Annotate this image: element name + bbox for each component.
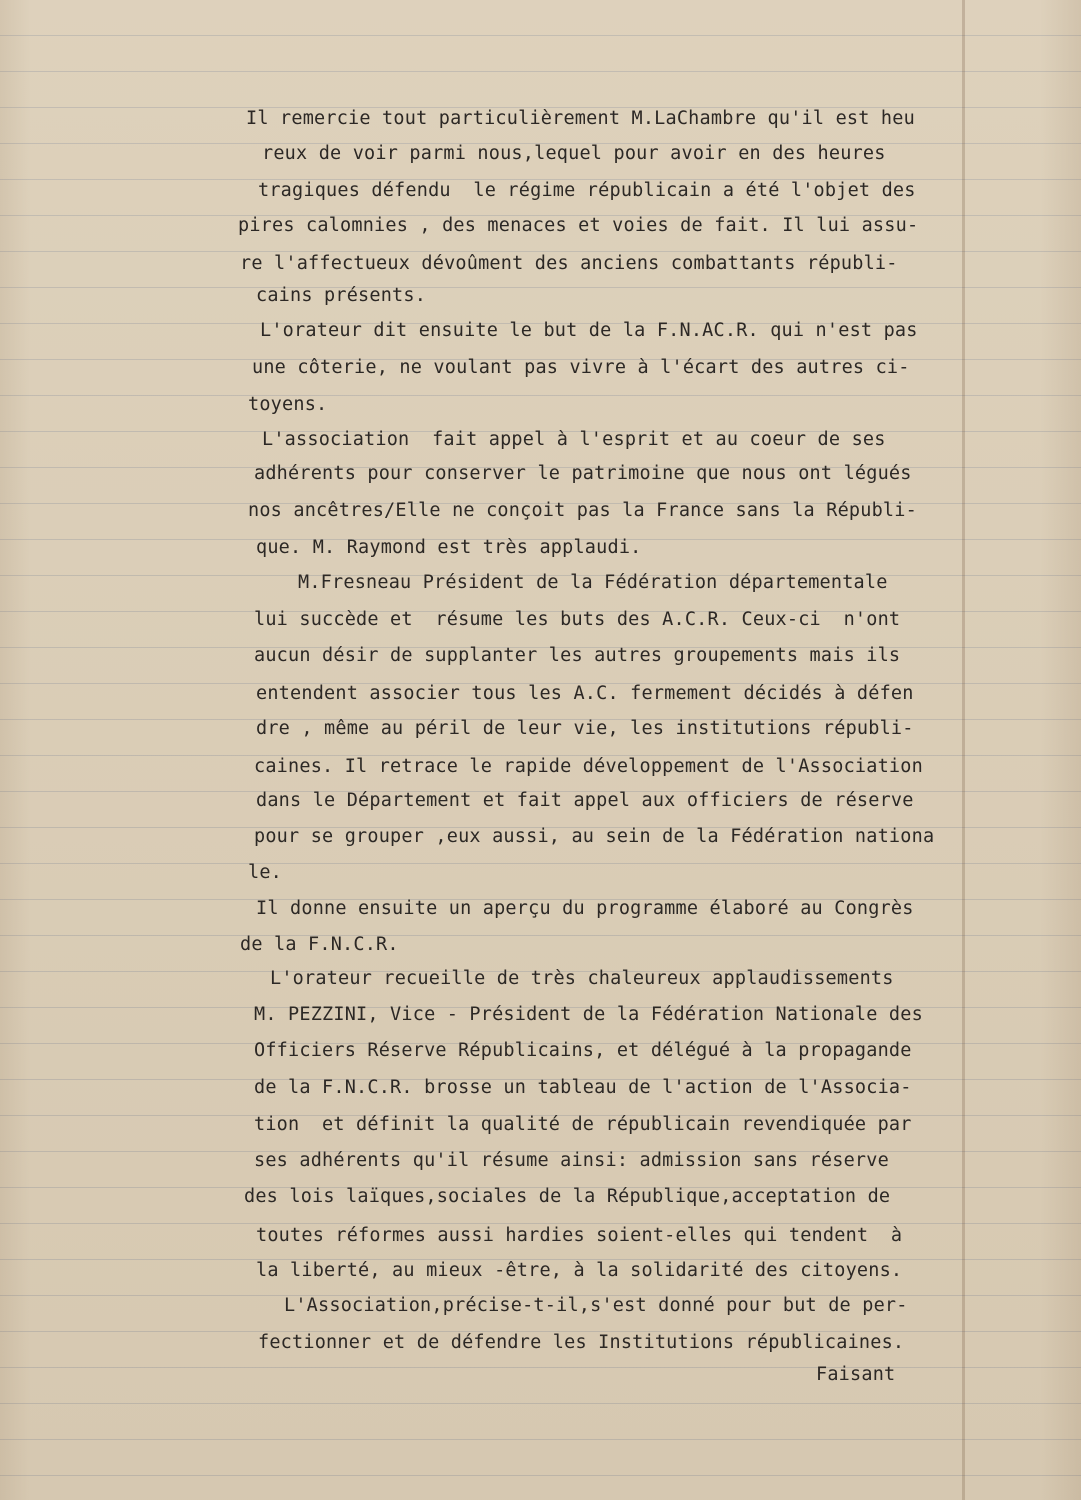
text-line: L'orateur recueille de très chaleureux applaudissements bbox=[270, 968, 894, 989]
text-line: aucun désir de supplanter les autres groupements mais ils bbox=[254, 645, 901, 666]
text-line: Il donne ensuite un aperçu du programme élaboré au Congrès bbox=[256, 898, 914, 919]
text-line: la liberté, au mieux -être, à la solidarité des citoyens. bbox=[256, 1260, 903, 1281]
text-line: Faisant bbox=[816, 1364, 896, 1385]
text-line: ses adhérents qu'il résume ainsi: admission sans réserve bbox=[254, 1150, 889, 1171]
text-line: L'orateur dit ensuite le but de la F.N.AC.R. qui n'est pas bbox=[260, 320, 918, 341]
text-line: re l'affectueux dévoûment des anciens combattants républi- bbox=[240, 253, 898, 274]
text-line: de la F.N.C.R. brosse un tableau de l'action de l'Associa- bbox=[254, 1077, 912, 1098]
text-line: Il remercie tout particulièrement M.LaChambre qu'il est heu bbox=[246, 108, 915, 129]
text-line: caines. Il retrace le rapide développement de l'Association bbox=[254, 756, 923, 777]
text-line: lui succède et résume les buts des A.C.R. Ceux-ci n'ont bbox=[254, 609, 901, 630]
text-line: M. PEZZINI, Vice - Président de la Fédération Nationale des bbox=[254, 1004, 923, 1025]
text-line: M.Fresneau Président de la Fédération départementale bbox=[298, 572, 888, 593]
text-line: des lois laïques,sociales de la République,acceptation de bbox=[244, 1186, 891, 1207]
text-line: adhérents pour conserver le patrimoine que nous ont légués bbox=[254, 463, 912, 484]
text-line: une côterie, ne voulant pas vivre à l'écart des autres ci- bbox=[252, 357, 910, 378]
text-line: tion et définit la qualité de républicain revendiquée par bbox=[254, 1114, 912, 1135]
text-line: reux de voir parmi nous,lequel pour avoir en des heures bbox=[262, 143, 886, 164]
text-line: le. bbox=[248, 862, 283, 883]
text-line: pour se grouper ,eux aussi, au sein de la Fédération nationa bbox=[254, 826, 935, 847]
text-line: dans le Département et fait appel aux officiers de réserve bbox=[256, 790, 914, 811]
text-line: fectionner et de défendre les Institutions républicaines. bbox=[258, 1332, 905, 1353]
text-line: de la F.N.C.R. bbox=[240, 934, 399, 955]
text-line: nos ancêtres/Elle ne conçoit pas la France sans la Républi- bbox=[248, 500, 917, 521]
text-line: toyens. bbox=[248, 394, 328, 415]
text-line: Officiers Réserve Républicains, et délégué à la propagande bbox=[254, 1040, 912, 1061]
text-line: tragiques défendu le régime républicain a été l'objet des bbox=[258, 180, 916, 201]
text-line: cains présents. bbox=[256, 285, 427, 306]
text-line: toutes réformes aussi hardies soient-elles qui tendent à bbox=[256, 1225, 903, 1246]
text-line: L'Association,précise-t-il,s'est donné pour but de per- bbox=[284, 1295, 908, 1316]
text-line: L'association fait appel à l'esprit et au coeur de ses bbox=[262, 429, 886, 450]
text-line: dre , même au péril de leur vie, les institutions républi- bbox=[256, 718, 914, 739]
text-line: entendent associer tous les A.C. fermement décidés à défen bbox=[256, 683, 914, 704]
text-line: que. M. Raymond est très applaudi. bbox=[256, 537, 642, 558]
text-line: pires calomnies , des menaces et voies de fait. Il lui assu- bbox=[238, 215, 919, 236]
